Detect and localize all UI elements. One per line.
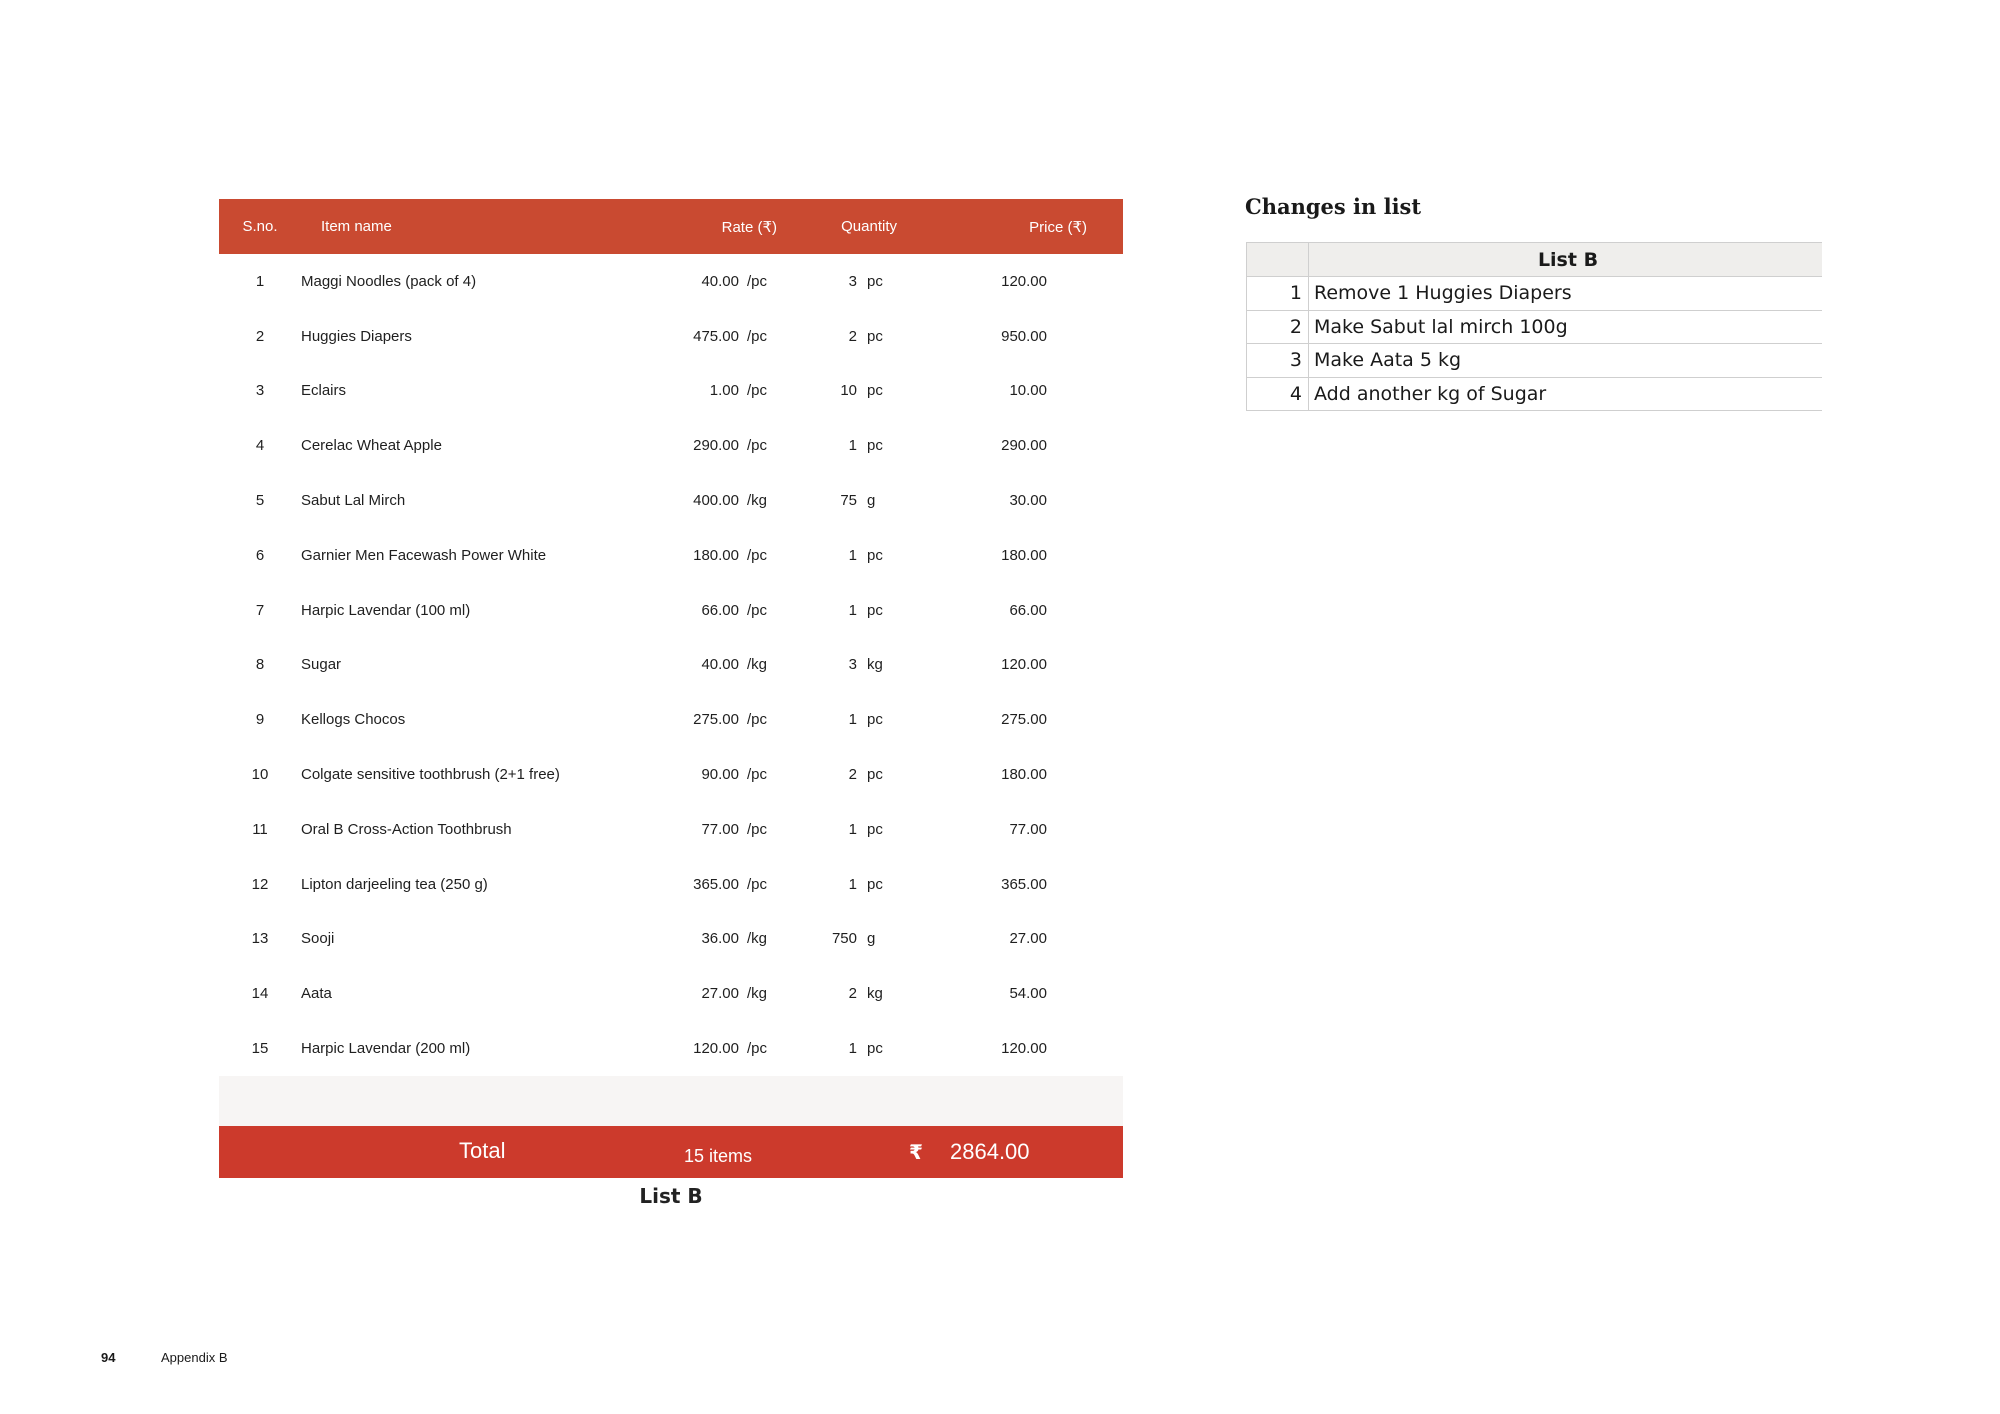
table-row [219, 912, 1123, 967]
change-item [1247, 277, 1822, 311]
row-sno: 7 [255, 601, 265, 619]
row-sno: 11 [252, 820, 268, 838]
row-price: 54.00 [1009, 985, 1047, 1003]
rupee-icon: ₹ [909, 1141, 923, 1164]
row-quantity: 3 [848, 656, 857, 674]
row-rate: 1.00 [709, 382, 739, 400]
change-item [1247, 311, 1822, 345]
row-rate: 66.00 [701, 601, 739, 619]
table-body [219, 254, 1123, 1076]
list-caption: List B [639, 1184, 703, 1208]
total-item-count: 15 items [684, 1145, 753, 1166]
change-item [1247, 344, 1822, 378]
changes-header-num-cell [1247, 243, 1309, 276]
changes-table [1246, 242, 1822, 411]
total-label: Total [459, 1137, 506, 1163]
row-quantity: 1 [848, 875, 857, 893]
row-sno: 13 [251, 930, 269, 948]
row-rate-unit: /pc [747, 327, 768, 345]
row-price: 120.00 [1001, 1040, 1047, 1058]
row-item-name: Kellogs Chocos [301, 711, 406, 729]
row-sno: 2 [255, 327, 265, 345]
row-rate: 290.00 [693, 437, 739, 455]
row-sno: 15 [251, 1040, 269, 1058]
change-number: 2 [1247, 311, 1309, 344]
row-quantity-unit: pc [867, 875, 883, 893]
changes-header-label: List B [1537, 248, 1599, 271]
row-price: 27.00 [1009, 930, 1047, 948]
table-row [219, 747, 1123, 802]
row-rate: 120.00 [693, 1040, 739, 1058]
row-rate: 275.00 [693, 711, 739, 729]
row-quantity-unit: pc [867, 820, 883, 838]
table-row [219, 638, 1123, 693]
row-item-name: Lipton darjeeling tea (250 g) [301, 875, 488, 893]
row-rate: 90.00 [701, 766, 739, 784]
row-rate: 36.00 [701, 930, 739, 948]
page-number: 94 [101, 1350, 116, 1365]
change-number: 3 [1247, 344, 1309, 377]
row-price: 66.00 [1009, 601, 1047, 619]
row-price: 275.00 [1001, 711, 1047, 729]
row-item-name: Sooji [301, 930, 335, 948]
header-price: Price (₹) [1029, 218, 1087, 236]
change-item [1247, 378, 1822, 412]
row-rate: 365.00 [693, 875, 739, 893]
row-rate: 475.00 [693, 327, 739, 345]
changes-header [1247, 242, 1822, 277]
row-price: 120.00 [1001, 656, 1047, 674]
row-sno: 5 [255, 492, 265, 510]
table-row [219, 528, 1123, 583]
row-rate-unit: /pc [747, 766, 768, 784]
row-rate-unit: /kg [747, 492, 768, 510]
row-item-name: Oral B Cross-Action Toothbrush [301, 820, 512, 838]
table-row [219, 1021, 1123, 1076]
row-rate: 40.00 [701, 656, 739, 674]
row-rate: 180.00 [693, 546, 739, 564]
row-rate-unit: /pc [747, 711, 768, 729]
row-item-name: Harpic Lavendar (100 ml) [301, 601, 471, 619]
total-bar [219, 1126, 1123, 1178]
row-quantity-unit: pc [867, 711, 883, 729]
row-quantity: 2 [848, 327, 857, 345]
row-price: 180.00 [1001, 546, 1047, 564]
row-quantity-unit: kg [867, 985, 883, 1003]
row-rate-unit: /pc [747, 546, 768, 564]
row-quantity-unit: kg [867, 656, 883, 674]
row-sno: 10 [251, 766, 269, 784]
row-quantity: 10 [840, 382, 857, 400]
changes-list [1247, 277, 1822, 411]
header-quantity: Quantity [841, 218, 897, 235]
row-sno: 6 [255, 546, 265, 564]
row-rate-unit: /pc [747, 437, 768, 455]
row-item-name: Sabut Lal Mirch [301, 492, 406, 510]
row-quantity: 750 [831, 930, 857, 948]
row-rate-unit: /pc [747, 382, 768, 400]
row-quantity-unit: pc [867, 327, 883, 345]
row-rate-unit: /pc [747, 601, 768, 619]
header-sno: S.no. [242, 218, 278, 235]
table-header [219, 199, 1123, 254]
row-price: 365.00 [1001, 875, 1047, 893]
row-quantity-unit: g [867, 492, 876, 510]
change-number: 4 [1247, 378, 1309, 411]
table-row [219, 309, 1123, 364]
row-item-name: Harpic Lavendar (200 ml) [301, 1040, 471, 1058]
row-quantity: 1 [848, 601, 857, 619]
row-quantity: 75 [840, 492, 857, 510]
table-row [219, 473, 1123, 528]
row-quantity-unit: pc [867, 382, 883, 400]
header-item-name: Item name [321, 218, 392, 235]
change-text: Make Sabut lal mirch 100g [1314, 315, 1568, 338]
row-quantity: 1 [848, 437, 857, 455]
table-row [219, 966, 1123, 1021]
row-item-name: Eclairs [301, 382, 347, 400]
row-rate: 27.00 [701, 985, 739, 1003]
row-sno: 9 [255, 711, 265, 729]
row-quantity-unit: pc [867, 546, 883, 564]
row-sno: 12 [251, 875, 269, 893]
row-rate-unit: /kg [747, 656, 768, 674]
row-quantity: 3 [848, 272, 857, 290]
row-price: 290.00 [1001, 437, 1047, 455]
row-price: 950.00 [1001, 327, 1047, 345]
row-item-name: Colgate sensitive toothbrush (2+1 free) [301, 766, 560, 784]
table-row [219, 364, 1123, 419]
row-quantity: 2 [848, 985, 857, 1003]
row-item-name: Garnier Men Facewash Power White [301, 546, 547, 564]
row-sno: 8 [255, 656, 265, 674]
row-quantity: 1 [848, 546, 857, 564]
changes-title: Changes in list [1245, 194, 1422, 219]
table-row [219, 802, 1123, 857]
total-amount: 2864.00 [950, 1138, 1030, 1164]
row-rate: 400.00 [693, 492, 739, 510]
row-price: 30.00 [1009, 492, 1047, 510]
row-sno: 1 [255, 272, 265, 290]
shopping-list-table [219, 199, 1123, 1178]
section-label: Appendix B [161, 1350, 228, 1365]
row-quantity-unit: pc [867, 766, 883, 784]
row-sno: 4 [255, 437, 265, 455]
row-quantity: 1 [848, 1040, 857, 1058]
row-quantity-unit: g [867, 930, 876, 948]
row-quantity: 1 [848, 711, 857, 729]
row-quantity-unit: pc [867, 1040, 883, 1058]
row-rate: 40.00 [701, 272, 739, 290]
table-row [219, 692, 1123, 747]
row-rate-unit: /pc [747, 820, 768, 838]
change-text: Remove 1 Huggies Diapers [1314, 282, 1572, 305]
row-quantity-unit: pc [867, 601, 883, 619]
table-row [219, 857, 1123, 912]
row-sno: 14 [251, 985, 269, 1003]
row-item-name: Huggies Diapers [301, 327, 412, 345]
row-rate-unit: /kg [747, 985, 768, 1003]
table-row [219, 254, 1123, 309]
table-spacer [219, 1076, 1123, 1126]
table-row [219, 583, 1123, 638]
row-quantity-unit: pc [867, 437, 883, 455]
row-price: 120.00 [1001, 272, 1047, 290]
row-price: 180.00 [1001, 766, 1047, 784]
row-price: 77.00 [1009, 820, 1047, 838]
change-text: Make Aata 5 kg [1314, 349, 1462, 372]
row-quantity: 1 [848, 820, 857, 838]
change-text: Add another kg of Sugar [1314, 382, 1547, 405]
row-quantity-unit: pc [867, 272, 883, 290]
row-rate: 77.00 [701, 820, 739, 838]
row-rate-unit: /kg [747, 930, 768, 948]
row-item-name: Sugar [301, 656, 342, 674]
row-rate-unit: /pc [747, 1040, 768, 1058]
row-item-name: Cerelac Wheat Apple [301, 437, 442, 455]
row-item-name: Aata [301, 985, 332, 1003]
change-number: 1 [1247, 277, 1309, 310]
row-price: 10.00 [1009, 382, 1047, 400]
row-rate-unit: /pc [747, 875, 768, 893]
header-rate: Rate (₹) [721, 218, 777, 236]
table-row [219, 418, 1123, 473]
row-sno: 3 [255, 382, 265, 400]
row-item-name: Maggi Noodles (pack of 4) [301, 272, 477, 290]
row-quantity: 2 [848, 766, 857, 784]
row-rate-unit: /pc [747, 272, 768, 290]
